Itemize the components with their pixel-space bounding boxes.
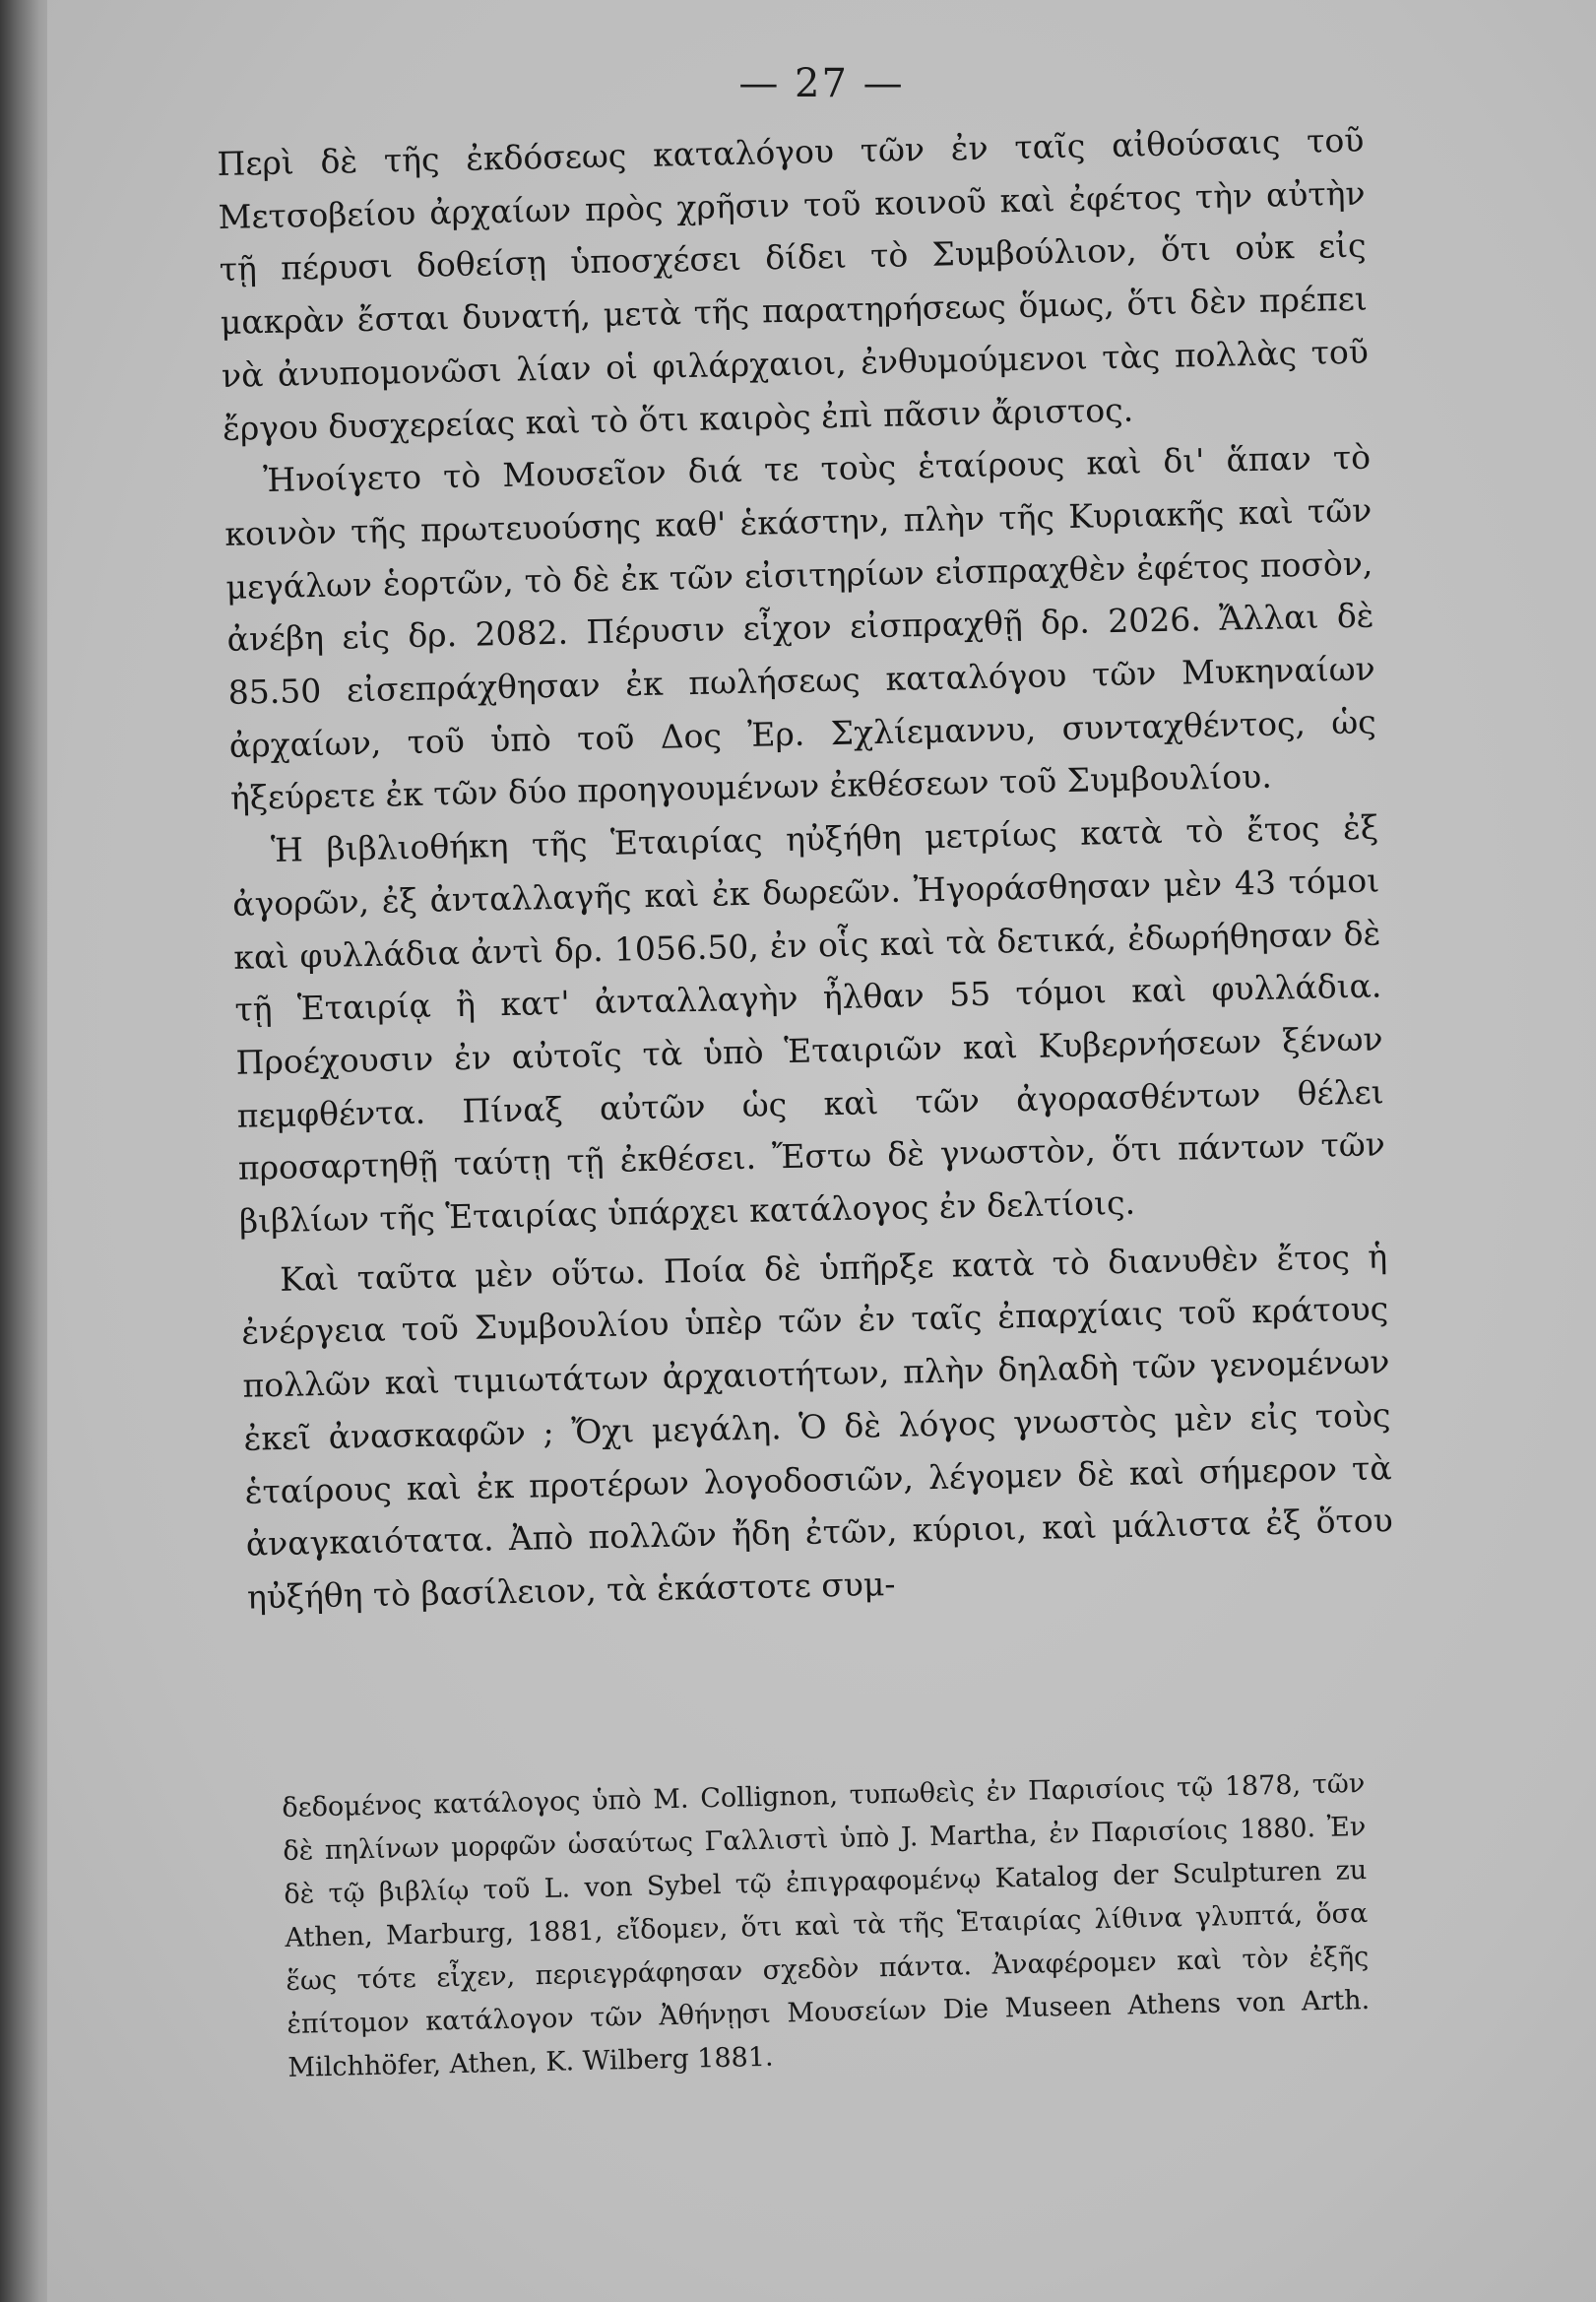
footnote [282, 1762, 1372, 2090]
paragraph-provinces: Καὶ ταῦτα μὲν οὕτω. Ποία δὲ ὑπῆρξε κατὰ τὸ διανυθὲν ἔτος ἡ ἐνέργεια τοῦ Συμβουλίου ὑπὲρ τῶν ἐν ταῖς ἐπαρχίαις τοῦ κράτους πολλῶν καὶ τιμιωτάτων ἀρχαιοτήτων, πλὴν δηλαδὴ τῶν γενομένων ἐκεῖ ἀνασκαφῶν ; Ὄχι μεγάλη. Ὁ δὲ λόγος γνωστὸς μὲν εἰς τοὺς ἑταίρους καὶ ἐκ προτέρων λογοδοσιῶν, λέγομεν δὲ καὶ σήμερον τὰ ἀναγκαιότατα. Ἀπὸ πολλῶν ἤδη ἐτῶν, κύριοι, καὶ μάλιστα ἐξ ὅτου ηὐξήθη τὸ βασίλειον, τὰ ἑκάστοτε συμ- [241, 1237, 1394, 1617]
main-text [217, 114, 1394, 1625]
book-page [47, 0, 1596, 2302]
page-number: — 27 — [738, 61, 905, 106]
paragraph-museum-opening: Ἠνοίγετο τὸ Μουσεῖον διά τε τοὺς ἑταίρους καὶ δι' ἅπαν τὸ κοινὸν τῆς πρωτευούσης καθ' ἑκάστην, πλὴν τῆς Κυριακῆς καὶ τῶν μεγάλων ἑορτῶν, τὸ δὲ ἐκ τῶν εἰσιτηρίων εἰσπραχθὲν ἐφέτος ποσὸν, ἀνέβη εἰς δρ. 2082. Πέρυσιν εἶχον εἰσπραχθῇ δρ. 2026. Ἄλλαι δὲ 85.50 εἰσεπράχθησαν ἐκ πωλήσεως καταλόγου τῶν Μυκηναίων ἀρχαίων, τοῦ ὑπὸ τοῦ Δος Ἐρ. Σχλίεμαννυ, συνταχθέντος, ὡς ἠξεύρετε ἐκ τῶν δύο προηγουμένων ἐκθέσεων τοῦ Συμβουλίου. [224, 437, 1377, 818]
paragraph-library: Ἡ βιβλιοθήκη τῆς Ἑταιρίας ηὐξήθη μετρίως κατὰ τὸ ἔτος ἐξ ἀγορῶν, ἐξ ἀνταλλαγῆς καὶ ἐκ δωρεῶν. Ἠγοράσθησαν μὲν 43 τόμοι καὶ φυλλάδια ἀντὶ δρ. 1056.50, ἐν οἷς καὶ τὰ δετικά, ἐδωρήθησαν δὲ τῇ Ἑταιρίᾳ ἢ κατ' ἀνταλλαγὴν ἦλθαν 55 τόμοι καὶ φυλλάδια. Προέχουσιν ἐν αὐτοῖς τὰ ὑπὸ Ἑταιριῶν καὶ Κυβερνήσεων ξένων πεμφθέντα. Πίναξ αὐτῶν ὡς καὶ τῶν ἀγορασθέντων θέλει προσαρτηθῇ ταύτῃ τῇ ἐκθέσει. Ἔστω δὲ γνωστὸν, ὅτι πάντων τῶν βιβλίων τῆς Ἑταιρίας ὑπάρχει κατάλογος ἐν δελτίοις. [231, 807, 1386, 1241]
footnote-text: δεδομένος κατάλογος ὑπὸ M. Collignon, τυπωθεὶς ἐν Παρισίοις τῷ 1878, τῶν δὲ πηλίνων μορφῶν ὡσαύτως Γαλλιστὶ ὑπὸ J. Martha, ἐν Παρισίοις 1880. Ἐν δὲ τῷ βιβλίῳ τοῦ L. von Sybel τῷ ἐπιγραφομένῳ Katalog der Sculpturen zu Athen, Marburg, 1881, εἴδομεν, ὅτι καὶ τὰ τῆς Ἑταιρίας λίθινα γλυπτά, ὅσα ἕως τότε εἶχεν, περιεγράφησαν σχεδὸν πάντα. Ἀναφέρομεν καὶ τὸν ἐξῆς ἐπίτομον κατάλογον τῶν Ἀθήνῃσι Μουσείων Die Museen Athens von Arth. Milchhöfer, Athen, K. Wilberg 1881. [282, 1768, 1371, 2083]
paragraph-catalogue: Περὶ δὲ τῆς ἐκδόσεως καταλόγου τῶν ἐν ταῖς αἰθούσαις τοῦ Μετσοβείου ἀρχαίων πρὸς χρῆσιν τοῦ κοινοῦ καὶ ἐφέτος τὴν αὐτὴν τῇ πέρυσι δοθείσῃ ὑποσχέσει δίδει τὸ Συμβούλιον, ὅτι οὐκ εἰς μακρὰν ἔσται δυνατή, μετὰ τῆς παρατηρήσεως ὅμως, ὅτι δὲν πρέπει νὰ ἀνυπομονῶσι λίαν οἱ φιλάρχαιοι, ἐνθυμούμενοι τὰς πολλὰς τοῦ ἔργου δυσχερείας καὶ τὸ ὅτι καιρὸς ἐπὶ πᾶσιν ἄριστος. [217, 120, 1370, 448]
